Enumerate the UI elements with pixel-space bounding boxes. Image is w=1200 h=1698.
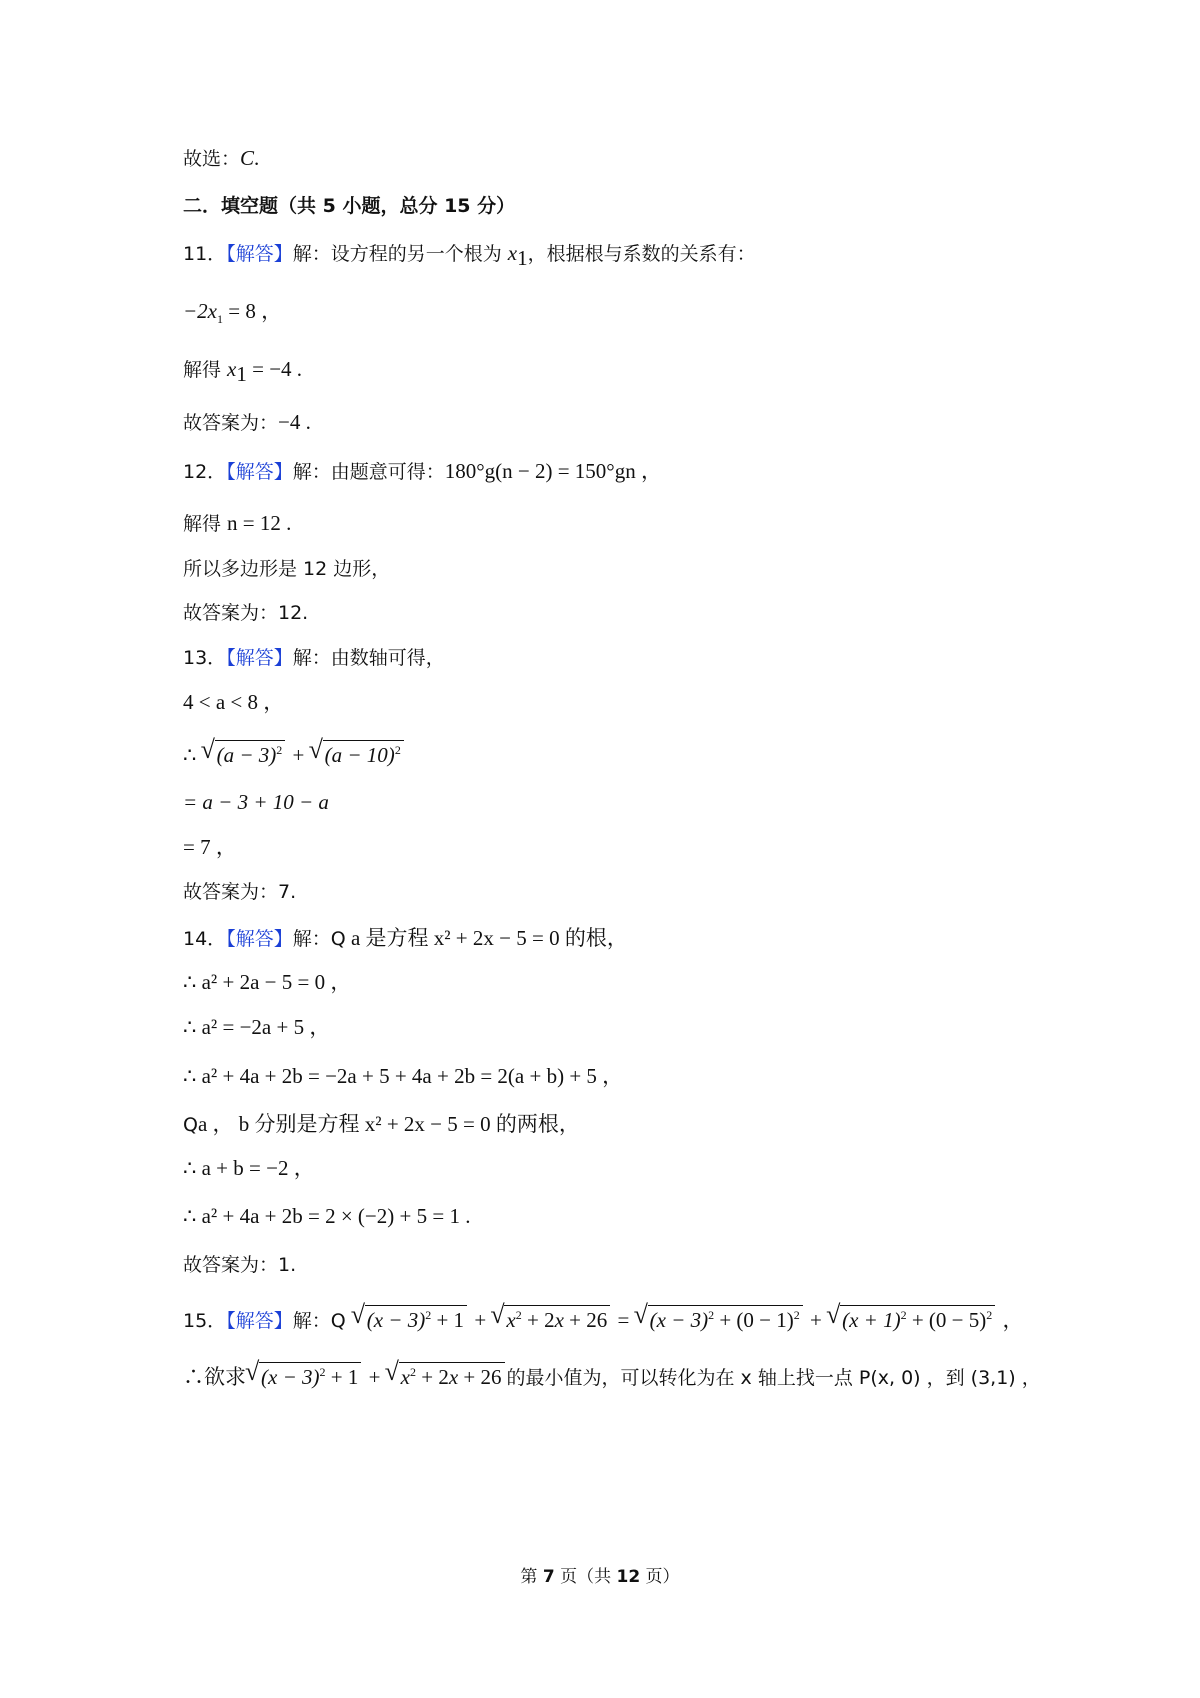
answer-tag: 【解答】 (226, 928, 293, 950)
q13-radicals: ∴ √ $(a - 3)^2$ + √ $(a - 10)^2$ (183, 740, 406, 768)
q11-equation: $-2x_1 = 8$ ， (183, 299, 283, 326)
q15-radicals: √ $(x - 3)^2 + 1$ + √ $x^2 + 2x + 26$ (246, 1365, 507, 1389)
q15-identity: √ $(x - 3)^2 + 1$ + √ $x^2 + 2x + 26$ = √ $(x - 3)^2 + (0 - 1)^2$ + √ $(x + 1)^2 + (0 - 5)^2$ ， (352, 1308, 1024, 1332)
q15-step: ∴欲求√ $(x - 3)^2 + 1$ + √ $x^2 + 2x + 26$ 的最小值为，可以转化为在 x 轴上找一点 P(x, 0) ，到 (3,1) ， (183, 1362, 1041, 1391)
q13-result: = 7 ， (183, 835, 237, 859)
section-title: 二．填空题（共 5 小题，总分 15 分） (183, 195, 516, 217)
q14-header: 14．【解答】解：Q a 是方程 x² + 2x − 5 = 0 的根， (183, 926, 628, 950)
q14-step-5: ∴ a + b = −2 ， (183, 1156, 315, 1180)
answer-tag: 【解答】 (226, 243, 293, 265)
because-symbol: Q (330, 1310, 346, 1332)
q12-answer: 故答案为：12. (183, 602, 309, 624)
q11-header: 11．【解答】解：设方程的另一个根为 $x_1$，根据根与系数的关系有： (183, 241, 756, 270)
q12-solve: 解得 n = 12 . (183, 511, 292, 535)
conclusion-line-10: 故选：C. (183, 146, 260, 170)
q14-step-2: ∴ a² = −2a + 5 ， (183, 1015, 331, 1039)
q12-polygon: 所以多边形是 12 边形， (183, 558, 391, 580)
because-symbol: Q (330, 928, 346, 950)
page-total: 12 (616, 1567, 641, 1587)
answer-tag: 【解答】 (226, 647, 293, 669)
q14-step-3: ∴ a² + 4a + 2b = −2a + 5 + 4a + 2b = 2(a + b) + 5 ， (183, 1064, 624, 1088)
q15-header: 15．【解答】解：Q √ $(x - 3)^2 + 1$ + √ $x^2 + 2x + 26$ = √ $(x - 3)^2 + (0 - 1)^2$ + √ $(x + 1)^2 + (0 - 5)^2$ ， (183, 1305, 1024, 1334)
q13-answer: 故答案为：7. (183, 881, 297, 903)
q13-step: = a − 3 + 10 − a (183, 790, 329, 814)
q11-solve: 解得 $x_1 = -4$ . (183, 357, 303, 386)
answer-tag: 【解答】 (226, 461, 293, 483)
q13-header: 13．【解答】解：由数轴可得， (183, 647, 445, 669)
page-number: 7 (542, 1567, 555, 1587)
q13-range: 4 < a < 8 ， (183, 690, 285, 714)
sqrt-sign: √ $(a - 10)^2$ (310, 740, 404, 768)
answer-tag: 【解答】 (226, 1310, 293, 1332)
q14-answer: 故答案为：1. (183, 1254, 297, 1276)
sqrt-sign: √ $(a - 3)^2$ (202, 740, 286, 768)
q14-step-4: Qa ， b 分别是方程 x² + 2x − 5 = 0 的两根， (183, 1112, 580, 1136)
q14-step-1: ∴ a² + 2a − 5 = 0 ， (183, 970, 352, 994)
q11-answer: 故答案为：−4 . (183, 410, 311, 434)
page-footer: 第 7 页（共 12 页） (520, 1567, 680, 1587)
q12-header: 12．【解答】解：由题意可得：180°g(n − 2) = 150°gn ， (183, 459, 662, 483)
because-symbol: Q (183, 1114, 198, 1136)
q14-step-6: ∴ a² + 4a + 2b = 2 × (−2) + 5 = 1 . (183, 1204, 471, 1228)
